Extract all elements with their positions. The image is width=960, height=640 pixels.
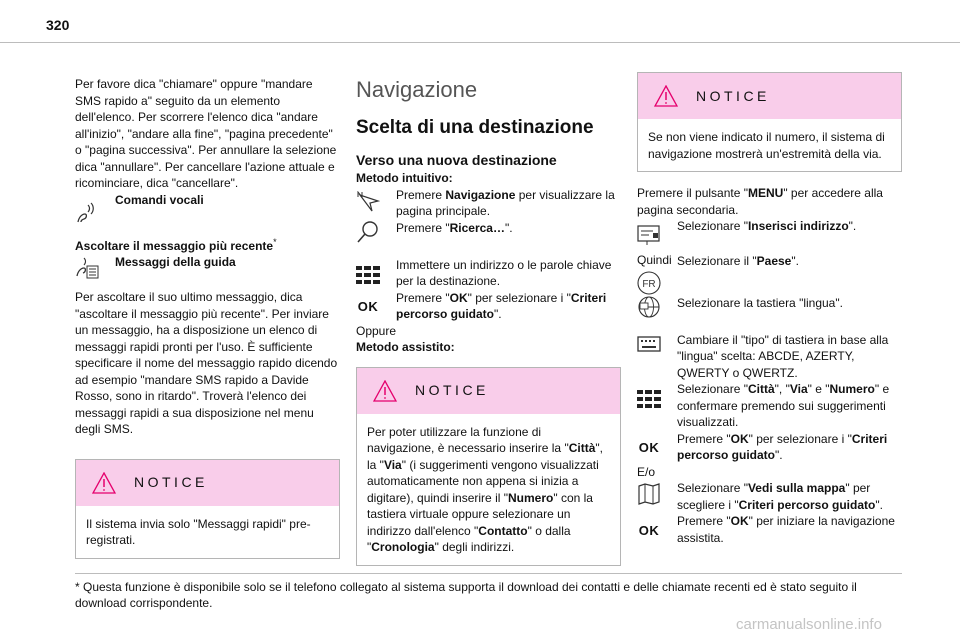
warning-triangle-icon xyxy=(92,472,116,494)
keyboard-icon xyxy=(637,332,661,356)
step-search-row xyxy=(356,220,621,244)
keypad-grid-icon xyxy=(356,263,380,287)
method-intuitive-label: Metodo intuitivo: xyxy=(356,171,453,185)
notice-title: NOTICE xyxy=(696,87,770,104)
step-insert-address-text: Selezionare "Inserisci indirizzo". xyxy=(677,219,857,233)
step-enter-row xyxy=(356,257,621,290)
notice-text: Il sistema invia solo "Messaggi rapidi" pre-registrati. xyxy=(86,516,311,547)
fr-code: FR xyxy=(642,278,656,290)
notice-box-address xyxy=(637,72,902,172)
column-3 xyxy=(637,72,902,546)
ok-label: OK xyxy=(638,522,660,538)
header-divider xyxy=(0,42,960,43)
navigation-arrow-icon xyxy=(356,191,380,215)
step-enter-text: Immettere un indirizzo o le parole chiave per la destinazione. xyxy=(396,257,612,288)
warning-triangle-icon xyxy=(654,85,678,107)
step-city-text: Selezionare "Città", "Via" e "Numero" e confermare premendo sui suggerimenti visualizzati. xyxy=(677,382,890,429)
step-language-text: Selezionare la tastiera "lingua". xyxy=(677,295,843,310)
notice-text: Per poter utilizzare la funzione di navigazione, è necessario inserire la "Città", la "Via" (i suggerimenti vengono visualizzati automaticamente non appena si inizia a digitare), quindi inserire il "Numero" con la tastiera virtuale oppure selezionare un indirizzo dall'elenco "Contatto" o dalla "Cronologia" degli indirizzi. xyxy=(367,424,603,554)
step-ok-text: Premere "OK" per selezionare i "Criteri percorso guidato". xyxy=(396,290,607,321)
notice-box-quick-messages xyxy=(75,459,340,559)
step-country-row xyxy=(637,253,902,277)
notice-title: NOTICE xyxy=(134,474,208,491)
step-start-text: Premere "OK" per iniziare la navigazione assistita. xyxy=(677,514,895,545)
step-map-text: Selezionare "Vedi sulla mappa" per scegliere i "Criteri percorso guidato". xyxy=(677,481,883,512)
language-globe-icon xyxy=(637,295,661,319)
step-keyboard-text: Cambiare il "tipo" di tastiera in base alla "lingua" scelta: ABCDE, AZERTY, QWERTY o QWERTZ. xyxy=(677,332,889,380)
map-icon xyxy=(637,482,661,506)
footnote: * Questa funzione è disponibile solo se il telefono collegato al sistema supporta il download dei contatti e delle chiamate recenti ed è stato seguito il download corrispondente. xyxy=(75,580,857,610)
step-search-text: Premere "Ricerca…". xyxy=(396,220,513,235)
quindi-label: Quindi xyxy=(637,253,672,267)
footnote-divider xyxy=(75,573,902,574)
voice-instructions-paragraph: Per favore dica "chiamare" oppure "mandare SMS rapido a" seguito da un elemento dell'elenco. Per scorrere l'elenco dica "andare all'inizio", "andare alla fine", "pagina precedente" o "pagina successiva". Per annullare la selezione dica "annullare". Per cancellare l'azione attuale e ricominciare, dica "cancellare". xyxy=(75,77,337,190)
column-1 xyxy=(75,76,340,559)
step-language-row xyxy=(637,295,902,319)
column-2 xyxy=(356,76,621,566)
menu-intro-text: Premere il pulsante "MENU" per accedere alla pagina secondaria. xyxy=(637,186,883,217)
voice-commands-row xyxy=(75,192,340,226)
step-ok-text: Premere "OK" per selezionare i "Criteri percorso guidato". xyxy=(677,431,888,462)
address-entry-icon xyxy=(637,222,661,246)
notice-box-navigation xyxy=(356,367,621,566)
warning-triangle-icon xyxy=(373,380,397,402)
step-navigation-row xyxy=(356,187,621,220)
chapter-title: Navigazione xyxy=(356,77,478,102)
listen-instructions-paragraph: Per ascoltare il suo ultimo messaggio, dica "ascoltare il messaggio più recente". Per inviare un messaggio, ha a disposizione un elenco di messaggi rapidi pronti per l'uso. È sufficiente specificare il nome del messaggio rapido dicendo ad esempio "mandare SMS rapido a Davide Rosso, sono in ritardo". Troverà l'elenco dei messaggi rapidi a sua disposizione nel menu degli SMS. xyxy=(75,290,338,436)
search-magnifier-icon xyxy=(356,220,380,244)
step-insert-address-row xyxy=(637,218,902,246)
notice-title: NOTICE xyxy=(415,382,489,399)
notice-header xyxy=(357,368,620,414)
section-title: Scelta di una destinazione xyxy=(356,117,594,138)
step-navigation-text: Premere Navigazione per visualizzare la pagina principale. xyxy=(396,187,615,218)
notice-header xyxy=(76,460,339,506)
voice-commands-label: Comandi vocali xyxy=(115,192,204,207)
keypad-grid-icon xyxy=(637,387,661,411)
listen-latest-heading: Ascoltare il messaggio più recente* xyxy=(75,236,277,253)
notice-text: Se non viene indicato il numero, il sistema di navigazione mostrerà un'estremità della via. xyxy=(648,130,885,161)
page-number: 320 xyxy=(46,17,70,33)
guide-messages-label: Messaggi della guida xyxy=(115,255,236,269)
step-ok-row xyxy=(637,431,902,464)
method-assisted-label: Metodo assistito: xyxy=(356,340,455,354)
country-icon-row xyxy=(637,277,902,295)
voice-message-icon xyxy=(75,256,99,280)
ok-label: OK xyxy=(357,299,379,315)
eo-label: E/o xyxy=(637,464,656,479)
guide-messages-row xyxy=(75,254,340,280)
step-ok-row xyxy=(356,290,621,323)
watermark: carmanualsonline.info xyxy=(736,616,882,633)
step-map-row xyxy=(637,480,902,513)
voice-command-icon xyxy=(75,202,99,226)
step-country-text: Selezionare il "Paese". xyxy=(677,253,799,268)
oppure-label: Oppure xyxy=(356,323,397,338)
notice-header xyxy=(638,73,901,119)
step-start-row xyxy=(637,513,902,546)
subsection-title: Verso una nuova destinazione xyxy=(356,152,557,168)
ok-label: OK xyxy=(638,440,660,456)
country-fr-icon xyxy=(637,271,661,295)
step-keyboard-row xyxy=(637,332,902,382)
